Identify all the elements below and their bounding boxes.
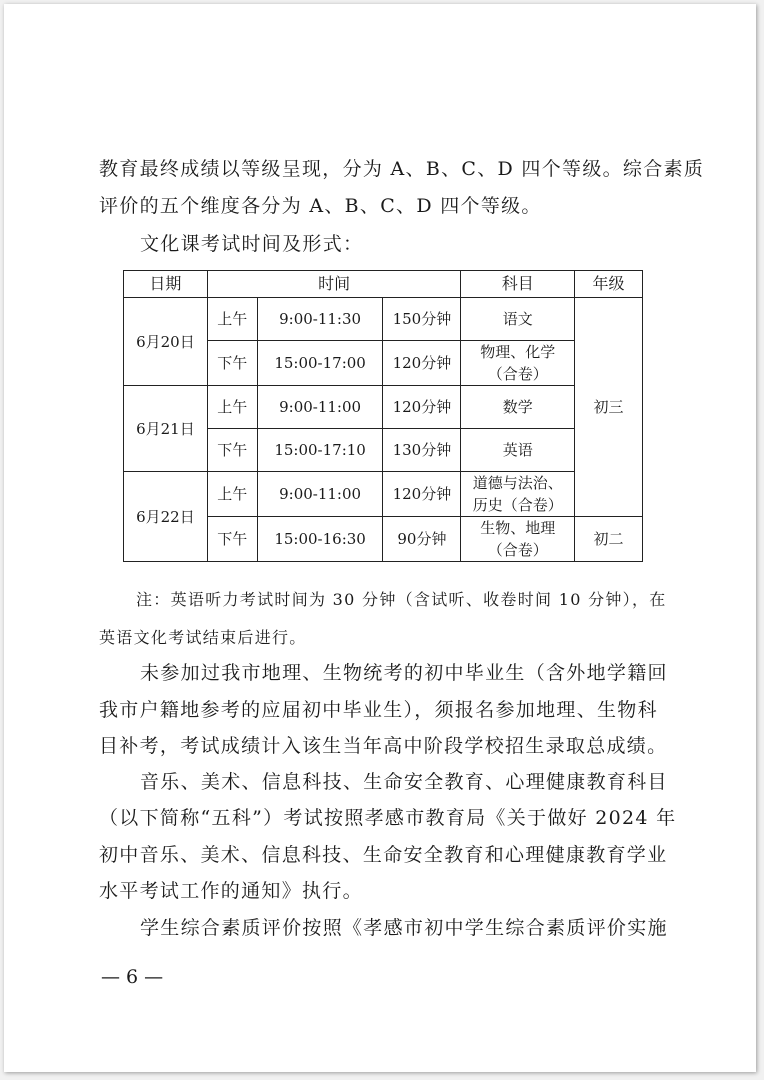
paragraph-line: 初中音乐、美术、信息科技、生命安全教育和心理健康教育学业: [99, 844, 668, 866]
paragraph-line: 评价的五个维度各分为 A、B、C、D 四个等级。: [99, 195, 542, 217]
subject-cell: 道德与法治、 历史（合卷）: [461, 472, 575, 517]
paragraph-line: 我市户籍地参考的应届初中毕业生），须报名参加地理、生物科: [99, 699, 658, 721]
page-number: — 6 —: [101, 966, 164, 988]
duration-cell: 90分钟: [383, 517, 461, 562]
subject-cell: 英语: [461, 429, 575, 472]
subject-cell: 物理、化学 （合卷）: [461, 341, 575, 386]
table-row: [124, 386, 643, 429]
duration-cell: 150分钟: [383, 298, 461, 341]
duration-cell: 120分钟: [383, 386, 461, 429]
time-cell: 9:00-11:00: [257, 386, 383, 429]
period-cell: 下午: [207, 341, 257, 386]
grade-cell: 初三: [575, 298, 643, 517]
time-cell: 15:00-17:00: [257, 341, 383, 386]
table-row: [124, 298, 643, 341]
section-heading: 文化课考试时间及形式：: [140, 233, 364, 255]
document-page: [4, 4, 756, 1072]
duration-cell: 120分钟: [383, 472, 461, 517]
subject-cell: 生物、地理 （合卷）: [461, 517, 575, 562]
time-cell: 15:00-16:30: [257, 517, 383, 562]
date-cell: 6月20日: [124, 298, 208, 386]
header-subject: 科目: [461, 271, 575, 298]
period-cell: 上午: [207, 298, 257, 341]
time-cell: 15:00-17:10: [257, 429, 383, 472]
period-cell: 下午: [207, 517, 257, 562]
paragraph-line: （以下简称“五科”）考试按照孝感市教育局《关于做好 2024 年: [99, 807, 677, 829]
paragraph-line: 音乐、美术、信息科技、生命安全教育、心理健康教育科目: [140, 771, 668, 793]
header-grade: 年级: [575, 271, 643, 298]
time-cell: 9:00-11:00: [257, 472, 383, 517]
table-note: 注：英语听力考试时间为 30 分钟（含试听、收卷时间 10 分钟），在: [136, 590, 667, 609]
duration-cell: 120分钟: [383, 341, 461, 386]
period-cell: 下午: [207, 429, 257, 472]
subject-cell: 语文: [461, 298, 575, 341]
subject-cell: 数学: [461, 386, 575, 429]
date-cell: 6月22日: [124, 472, 208, 562]
period-cell: 上午: [207, 386, 257, 429]
paragraph-line: 未参加过我市地理、生物统考的初中毕业生（含外地学籍回: [140, 662, 668, 684]
grade-cell: 初二: [575, 517, 643, 562]
table-note: 英语文化考试结束后进行。: [99, 628, 307, 647]
table-header-row: [124, 271, 643, 298]
paragraph-line: 目补考，考试成绩计入该生当年高中阶段学校招生录取总成绩。: [99, 735, 668, 757]
paragraph-line: 学生综合素质评价按照《孝感市初中学生综合素质评价实施: [140, 917, 668, 939]
exam-schedule-table: [123, 270, 643, 562]
date-cell: 6月21日: [124, 386, 208, 472]
duration-cell: 130分钟: [383, 429, 461, 472]
period-cell: 上午: [207, 472, 257, 517]
paragraph-line: 水平考试工作的通知》执行。: [99, 880, 363, 902]
header-time: 时间: [207, 271, 461, 298]
table-row: [124, 472, 643, 517]
header-date: 日期: [124, 271, 208, 298]
time-cell: 9:00-11:30: [257, 298, 383, 341]
paragraph-line: 教育最终成绩以等级呈现，分为 A、B、C、D 四个等级。综合素质: [99, 158, 705, 180]
